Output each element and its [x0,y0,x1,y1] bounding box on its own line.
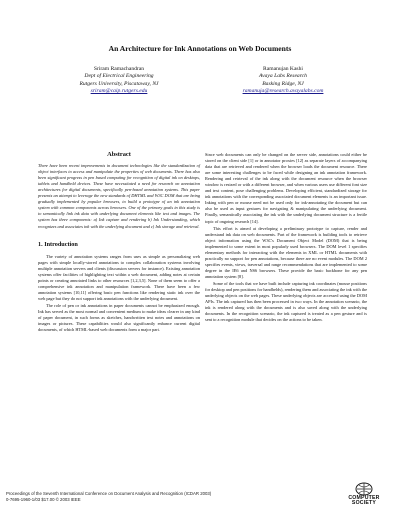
author-block-2 [208,66,358,96]
left-column [38,152,200,334]
abstract-text: There have been recent improvements in document technologies like the standardization of object interfaces to access and manipulate the properties of web documents. There has also been significant progress in pen based computing for recognition of digital ink on desktops, tablets and handheld devices. These have necessitated a need for research on annotation architectures for digital documents, specifically pen-based annotation systems. This paper presents an attempt to leverage the new standards of DHTML and W3C DOM that are being gradually implemented by popular browsers, to build a prototype of an ink annotation system with common components across browsers. One of the primary goals in this study is to semantically link ink data with underlying document elements like text and images. The system has three components: a) Ink capture and rendering b) Ink Understanding, which recognizes and associates ink with the underlying document and c) Ink storage and retrieval. [38,163,200,229]
author-affiliation: Rutgers University, Piscataway, NJ [79,80,159,87]
author-email-link[interactable]: ramanuja@research.avayalabs.com [242,88,324,95]
paragraph: Since web documents can only be changed on the server side, annotations could either be stored on the client side [1] or in annotator proxies [12] as separate layers of accompanying data that are retrieved and rendered when the browser loads the document resource. There are some interesting challenges to be faced while designing an ink annotation framework. Rendering and retrieval of the ink along with the document resource when the browser window is resized or with a different browser, and when various users use different font size and text content, pose challenging problems. Developing efficient, standardized storage for ink annotations with the corresponding associated document elements is an important issue. Inking with pen or mouse need not be used only for ink-annotating the document but can also be used as input gestures for navigating & manipulating the underlying document. Finally, semantically associating the ink with the underlying document structure is a fertile topic of ongoing research [14]. [205,152,367,224]
paragraph: The variety of annotation systems ranges from uses as simple as personalizing web pages with simple locally-stored annotations to complex collaboration systems involving multiple annotation servers and clients (discussion servers for instance). Existing annotation systems offer facilities of highlighting text within a web document, adding notes at certain points or creating annotated links to other resources [1,2,3,5]. None of them seem to offer a comprehensive ink annotation and manipulation framework. There have been a few annotation systems [10,11] offering basic pen functions like rendering static ink over the web page but they do not support ink annotations with the underlying document. [38,253,200,301]
abstract-heading: Abstract [107,151,131,158]
computer-society-logo [336,482,392,512]
paper-title: An Architecture for Ink Annotations on Web Documents [108,44,292,53]
author-block-1 [44,66,194,96]
footer-line: Proceedings of the Seventh International Conference on Document Analysis and Recognition (ICDAR 2003) [6,491,212,496]
author-affiliation: Basking Ridge, NJ [262,80,304,87]
footer-line: 0-7695-1960-1/03 $17.00 © 2003 IEEE [6,496,81,502]
author-affiliation: Dept of Electrical Engineering [84,73,154,80]
paragraph: Some of the tools that we have built include capturing ink coordinates (mouse positions for desktop and pen positions for handhelds), rendering them and associating the ink with the underlying objects on the web pages. These underlying objects are accessed using the DOM APIs. The ink captured has then been processed in two ways. In the annotation scenario, the ink is rendered along with the documents and is also saved along with the underlying documents. In the recognition scenario, the ink captured is treated as a pen gesture and is sent to a recognition module that decides on the actions to be taken. [205,280,368,323]
author-affiliation: Avaya Labs Research [259,73,307,80]
author-name: Sriram Ramachandran [93,66,145,72]
author-email-link[interactable]: sriram@caip.rutgers.edu [90,88,148,95]
section-heading: 1. Introduction [38,240,78,248]
logo-text: SOCIETY [351,500,377,507]
logo-text: COMPUTER [348,495,380,501]
right-column [205,152,367,324]
paragraph: This effort is aimed at developing a preliminary prototype to capture, render and understand ink data on web documents. Part of the framework is building tools to retrieve object information using the W3C's Document Object Model (DOM) that is being implemented to some extent in most popularly used browsers. The DOM level 1 specifies elementary methods for interacting with the elements in XML or HTML documents with practically no support for pen annotations, because there are no event modules. The DOM 2 specifies events, views, traversal and range recommendations that are implemented to some degree in the IE6 and NS6 browsers. These provide the basic backbone for any pen annotation system [8]. [205,225,367,279]
logo-emblem-icon [354,482,374,496]
paragraph: The role of pen or ink annotations in paper documents cannot be emphasized enough. Ink has served as the most normal and convenient medium to make ideas clearer in any kind of paper document, in such forms as sketches, handwritten text notes and annotations on images or pictures. These capabilities would also significantly enhance current digital documents, of which HTML-based web documents form a major part. [38,302,200,333]
author-name: Ramanujan Kashi [263,66,303,72]
page-footer [6,491,211,502]
